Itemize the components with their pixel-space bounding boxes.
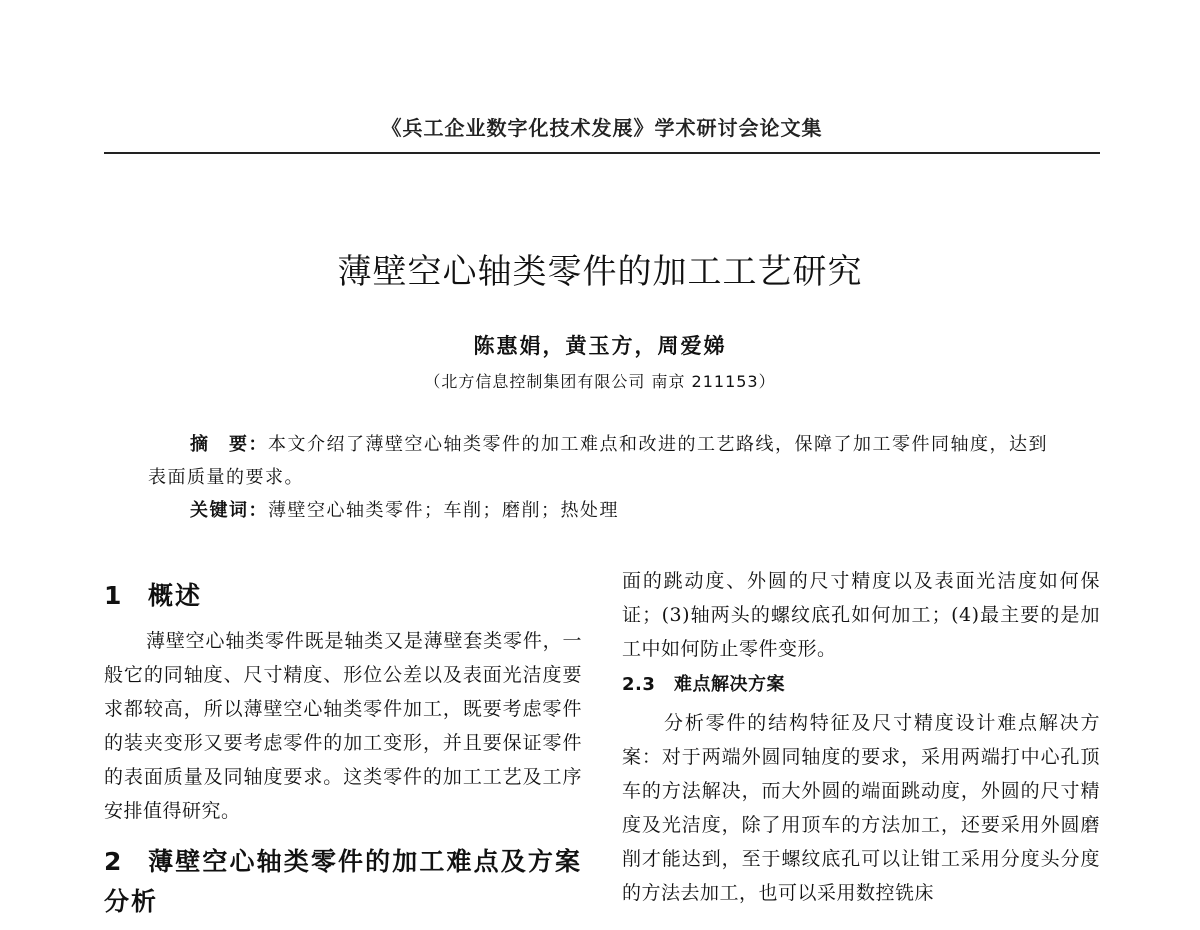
section-2-number: 2 <box>104 847 124 876</box>
section-1-number: 1 <box>104 581 124 610</box>
subsection-paragraph: 分析零件的结构特征及尺寸精度设计难点解决方案：对于两端外圆同轴度的要求，采用两端打中心孔顶车的方法解决，而大外圆的端面跳动度，外圆的尺寸精度及光洁度，除了用顶车的方法加工，还要采用外圆磨削才能达到，至于螺纹底孔可以让钳工采用分度头分度的方法去加工，也可以采用数控铣床 <box>622 712 1100 904</box>
section-1-paragraph: 薄壁空心轴类零件既是轴类又是薄壁套类零件，一般它的同轴度、尺寸精度、形位公差以及表面光洁度要求都较高，所以薄壁空心轴类零件加工，既要考虑零件的装夹变形又要考虑零件的加工变形，并且要保证零件的表面质量及同轴度要求。这类零件的加工工艺及工序安排值得研究。 <box>104 630 582 822</box>
article-affiliation: （北方信息控制集团有限公司 南京 211153） <box>424 372 776 391</box>
right-column <box>622 564 1100 910</box>
subsection-number: 2.3 <box>622 674 656 695</box>
keywords-label: 关键词： <box>190 500 268 521</box>
article-title: 薄壁空心轴类零件的加工工艺研究 <box>337 252 863 292</box>
section-1-heading <box>104 576 582 616</box>
keywords-text: 薄壁空心轴类零件；车削；磨削；热处理 <box>268 500 619 521</box>
section-2-heading <box>104 842 582 922</box>
subsection-2-3-heading <box>622 668 1100 702</box>
keywords-paragraph <box>148 494 1064 527</box>
abstract-paragraph <box>148 428 1064 494</box>
abstract-block <box>148 428 1064 527</box>
section-2-title: 薄壁空心轴类零件的加工难点及方案分析 <box>104 847 582 916</box>
continuation-paragraph: 面的跳动度、外圆的尺寸精度以及表面光洁度如何保证；(3)轴两头的螺纹底孔如何加工；(4)最主要的是加工中如何防止零件变形。 <box>622 570 1100 660</box>
header-rule <box>104 152 1100 154</box>
section-1-title: 概述 <box>148 581 203 610</box>
article-authors: 陈惠娟，黄玉方，周爱娣 <box>473 334 727 358</box>
running-head: 《兵工企业数字化技术发展》学术研讨会论文集 <box>381 116 823 140</box>
subsection-title: 难点解决方案 <box>674 674 785 695</box>
abstract-text: 本文介绍了薄壁空心轴类零件的加工难点和改进的工艺路线，保障了加工零件同轴度，达到表面质量的要求。 <box>148 434 1048 488</box>
abstract-label: 摘 要： <box>190 434 268 455</box>
left-column <box>104 564 582 930</box>
